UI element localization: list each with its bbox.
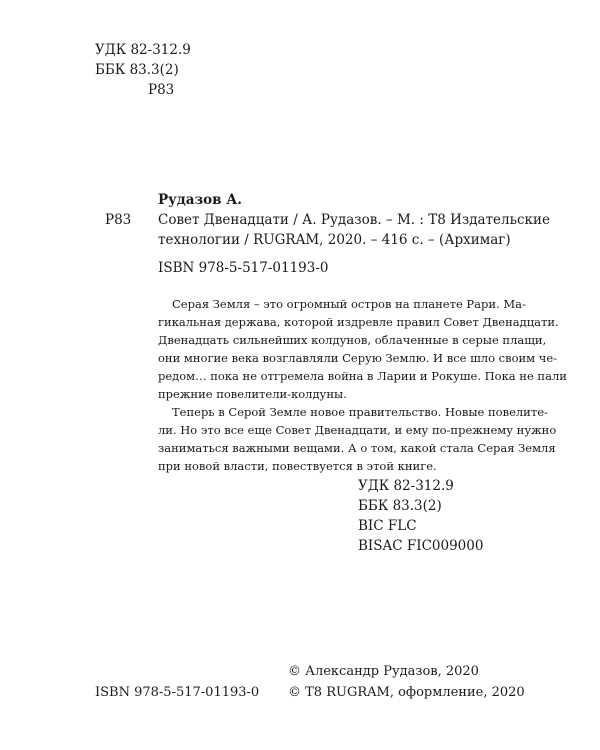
entry-isbn: ISBN 978-5-517-01193-0 [158, 260, 329, 276]
bottom-bisac: BISAC FIC009000 [358, 538, 484, 554]
annotation-paragraph-1 [158, 295, 567, 403]
entry-description [158, 210, 550, 250]
bottom-classification-block [358, 476, 483, 556]
annotation-line: они многие века возглавляли Серую Землю. И все шло своим че- [158, 351, 558, 365]
top-classification-block [95, 40, 191, 100]
annotation-line: Теперь в Серой Земле новое правительство. Новые повелите- [172, 405, 548, 419]
author-name: Рудазов А. [158, 192, 242, 208]
top-code: Р83 [148, 82, 175, 98]
annotation-line: при новой власти, повествуется в этой книге. [158, 459, 437, 473]
top-udk: УДК 82-312.9 [95, 42, 191, 58]
annotation-line: ли. Но это все еще Совет Двенадцати, и ему по-прежнему нужно [158, 423, 557, 437]
copyright-author: © Александр Рудазов, 2020 [288, 664, 479, 679]
bottom-bic: BIC FLC [358, 518, 417, 534]
annotation-line: гикальная держава, которой издревле правил Совет Двенадцати. [158, 315, 559, 329]
footer-isbn: ISBN 978-5-517-01193-0 [95, 685, 260, 700]
entry-code: Р83 [105, 212, 132, 228]
annotation-line: Серая Земля – это огромный остров на планете Рари. Ма- [172, 297, 526, 311]
annotation-line: редом… пока не отгремела война в Ларии и Рокуше. Пока не пали [158, 369, 567, 383]
annotation-line: Двенадцать сильнейших колдунов, облаченные в серые плащи, [158, 333, 547, 347]
copyright-publisher: © Т8 RUGRAM, оформление, 2020 [288, 685, 525, 700]
annotation-paragraph-2 [158, 403, 556, 475]
entry-description-line-2: технологии / RUGRAM, 2020. – 416 с. – (Архимаг) [158, 232, 511, 248]
entry-description-line-1: Совет Двенадцати / А. Рудазов. – М. : Т8 Издательские [158, 212, 550, 228]
bottom-bbk: ББК 83.3(2) [358, 498, 442, 514]
annotation-line: прежние повелители-колдуны. [158, 387, 347, 401]
bottom-udk: УДК 82-312.9 [358, 478, 454, 494]
top-bbk: ББК 83.3(2) [95, 62, 179, 78]
annotation-line: заниматься важными вещами. А о том, какой стала Серая Земля [158, 441, 556, 455]
